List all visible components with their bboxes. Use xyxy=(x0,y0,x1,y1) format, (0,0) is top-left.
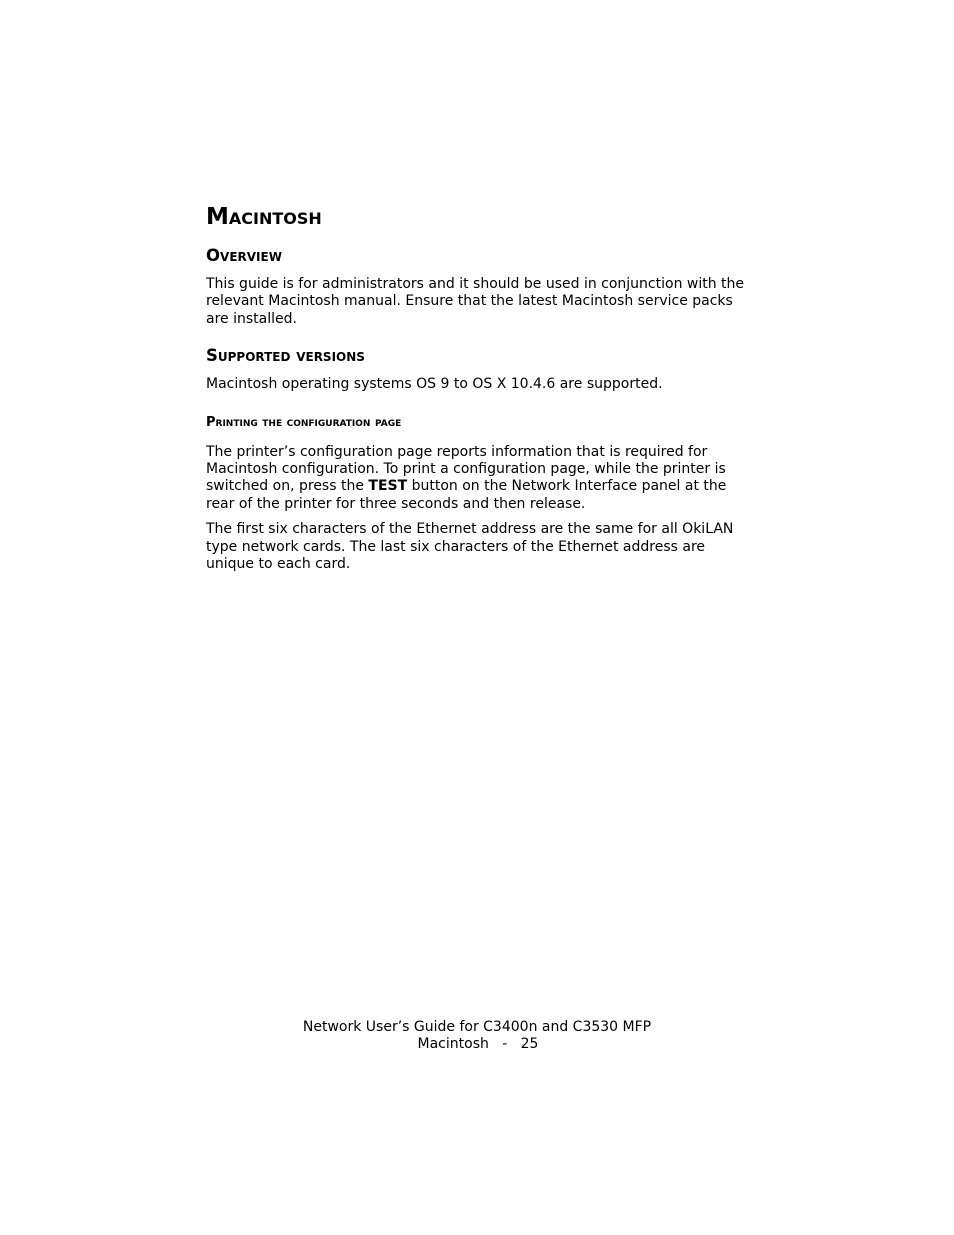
footer-separator: - xyxy=(502,1036,508,1053)
footer-page-number: 25 xyxy=(520,1036,539,1053)
test-button-label: TEST xyxy=(368,478,408,495)
printing-config-text-after: button on the Network Interface panel at the rear of the printer for three seconds and then release. xyxy=(206,478,727,512)
printing-config-text-before: The printer’s configuration page reports information that is required for Macintosh configuration. To print a configuration page, while the printer is switched on, press the xyxy=(206,443,726,495)
overview-heading: Overview xyxy=(206,246,282,265)
footer-guide-title: Network User’s Guide for C3400n and C3530 MFP xyxy=(302,1019,652,1035)
main-content xyxy=(206,203,751,573)
supported-versions-paragraph: Macintosh operating systems OS 9 to OS X 10.4.6 are supported. xyxy=(206,376,663,393)
printing-config-paragraph-2: The first six characters of the Ethernet address are the same for all OkiLAN type network cards. The last six characters of the Ethernet address are unique to each card. xyxy=(206,521,734,573)
printing-config-heading: Printing the configuration page xyxy=(206,414,402,430)
footer-page-info xyxy=(0,1036,954,1053)
page-footer xyxy=(0,1019,954,1054)
section-title: Macintosh xyxy=(206,204,322,230)
overview-paragraph: This guide is for administrators and it should be used in conjunction with the relevant Macintosh manual. Ensure that the latest Macintosh service packs are installed. xyxy=(206,276,745,327)
printing-config-paragraph-1 xyxy=(206,444,751,514)
supported-versions-heading: Supported versions xyxy=(206,346,365,366)
footer-section-name: Macintosh xyxy=(417,1036,489,1053)
